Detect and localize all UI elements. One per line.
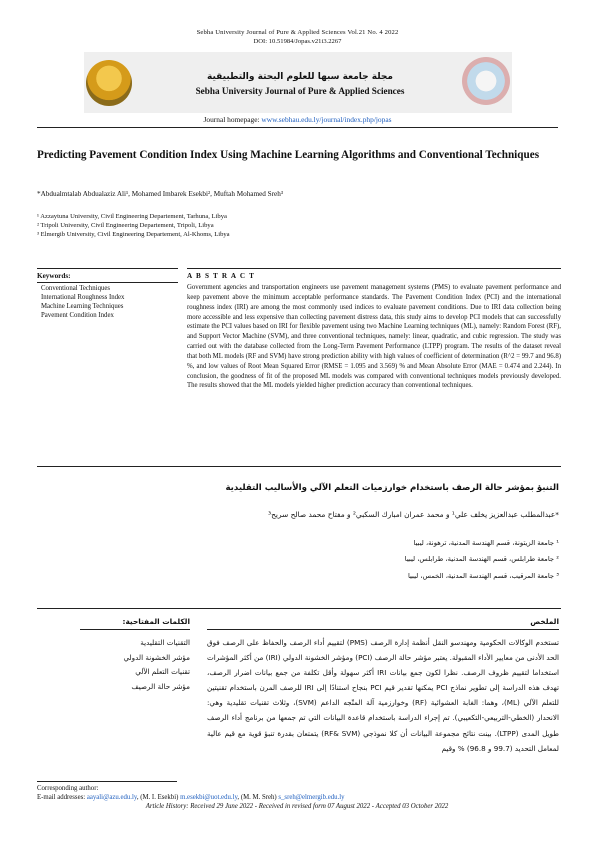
email-label: E-mail addresses: — [37, 794, 87, 801]
footnote-rule — [37, 781, 177, 782]
arabic-section-rule — [37, 608, 561, 609]
arabic-authors: *عبدالمطلب عبدالعزيز يخلف علي¹ و محمد عمران امبارك السكبي² و مفتاح محمد صالح سريح³ — [268, 510, 559, 519]
homepage-link[interactable]: www.sebhau.edu.ly/journal/index.php/jopas — [261, 115, 392, 124]
arabic-abstract-heading: الملخص — [530, 617, 559, 626]
journal-banner — [84, 52, 512, 113]
email-owner-2: , (M. I. Esekbi) — [136, 794, 181, 801]
email-link-3[interactable]: s_sreh@elmergib.edu.ly — [278, 794, 345, 801]
abstract-bottom-rule — [37, 466, 561, 467]
keywords-subrule — [37, 282, 178, 283]
affiliation-3: ³ Elmergib University, Civil Engineering Departement, Al-Khoms, Libya — [37, 231, 230, 238]
journal-name-arabic: مجلة جامعة سبها للعلوم البحتة والتطبيقية — [207, 72, 393, 82]
affiliation-1: ¹ Azzaytuna University, Civil Engineering Departement, Tarhuna, Libya — [37, 213, 227, 220]
email-link-2[interactable]: m.esekbi@uot.edu.ly — [180, 794, 238, 801]
arabic-keyword-item: مؤشر حالة الرصيف — [131, 681, 190, 691]
journal-logo — [462, 57, 510, 105]
journal-homepage — [0, 115, 595, 124]
arabic-keyword-item: التقنيات التقليدية — [140, 638, 190, 647]
journal-name-english: Sebha University Journal of Pure & Applied Sciences — [195, 86, 405, 96]
keyword-item: Pavement Condition Index — [41, 312, 114, 319]
author-list: *Abdualmtalab Abdualaziz Ali¹, Mohamed Imbarek Esekbi², Muftah Mohamed Sreh³ — [37, 190, 283, 198]
abstract-heading: A B S T R A C T — [187, 272, 256, 280]
arabic-affiliation-2: ² جامعة طرابلس، قسم الهندسة المدنية، طرابلس، ليبيا — [404, 555, 559, 563]
abstract-rule — [187, 268, 561, 269]
homepage-label: Journal homepage: — [203, 115, 262, 124]
paper-title: Predicting Pavement Condition Index Using Machine Learning Algorithms and Conventional Techniques — [37, 149, 540, 161]
header-divider — [37, 127, 558, 128]
arabic-keywords-heading: الكلمات المفتاحية: — [122, 617, 190, 626]
keywords-heading: Keywords: — [37, 272, 71, 280]
keyword-item: Conventional Techniques — [41, 285, 111, 292]
journal-running-header: Sebha University Journal of Pure & Applied Sciences Vol.21 No. 4 2022 — [196, 29, 399, 36]
arabic-keywords-rule — [80, 629, 190, 630]
keywords-list — [41, 284, 124, 320]
arabic-abstract-text: تستخدم الوكالات الحكومية ومهندسو النقل أنظمة إدارة الرصف (PMS) لتقييم أداء الرصف والحفاظ على الرصف فوق الحد الأدنى من معايير الأداء المقبولة. يعتبر مؤشر حالة الرصف (PCI) ومؤشر الخشونة الدولي (IRI) من أكثر المؤشرات استخداما لتقييم ظروف الرصف. نظرا لكون جمع بيانات IRI أكثر سهولة وأقل تكلفة من جمع بيانات اضرار الرصف، تهدف هذه الدراسة إلى تطوير نماذج PCI يمكنها تقدير قيم PCI بنجاح استنادًا إلى IRI للرصف المرن باستخدام تقنيتين للتعلم الآلي (ML)، وهما: الغابة العشوائية (RF) وخوارزمية آلة المتّجه الداعم (SVM)، وثلاث تقنيات تقليدية وهي: الانحدار (الخطي-التربيعي-التكعيبي). تم إجراء الدراسة باستخدام قاعدة البيانات التي تم جمعها من برنامج أداء الرصف طويل المدى (LTPP). بينت نتائج مجموعة البيانات أن كلا نموذجي (RF& SVM) يتمتعان بقدرة تنبؤ قوية مع قيم عالية لمعامل التحديد (99.7 و 96.8) % وقيم — [207, 638, 560, 753]
keywords-rule — [37, 268, 178, 269]
doi-line: DOI: 10.51984/Jopas.v21i3.2267 — [253, 38, 342, 45]
keyword-item: Machine Learning Techniques — [41, 303, 124, 310]
arabic-keyword-item: تقنيات التعلم الآلي — [135, 667, 190, 676]
affiliation-2: ² Tripoli University, Civil Engineering Departement, Tripoli, Libya — [37, 222, 214, 229]
abstract-text: Government agencies and transportation engineers use pavement management systems (PMS) to evaluate pavement performance and keep pavement above the minimum acceptable performance standards. The Pavement Condition Index (PCI) and the international roughness index (IRI) are among the most commonly used indices to evaluate pavement conditions. Due to IRI data collection being more accessible and less expensive than collecting pavement distress data, this study aims to develop PCI models that can successfully estimate the PCI values based on IRI for flexible pavement using two Machine Learning techniques (ML), namely: Random Forest (RF), and Support Vector Machine (SVM), and three conventional techniques, namely: linear, quadratic, and cubic regression. The study was carried out with the database collected from the Long-Term Pavement Performance (LTPP) program. The results of the dataset reveal that both ML models (RF and SVM) have strong prediction ability with high values of coefficient of determination (R^2 = 99.7 and 96.8) %, and low values of Root Mean Squared Error (RMSE = 1.095 and 3.569) % and Mean Absolute Error (MAE = 0.474 and 2.244). In conclusion, the goodness of fit of the proposed ML models was compared with conventional techniques models previously developed. The results showed that the ML models yielded higher prediction accuracy than conventional techniques. — [187, 284, 561, 390]
arabic-affiliation-1: ¹ جامعة الزيتونة، قسم الهندسة المدنية، ترهونة، ليبيا — [413, 539, 559, 547]
arabic-affiliation-3: ³ جامعة المرقيب، قسم الهندسة المدنية، الخمس، ليبيا — [407, 572, 559, 580]
email-addresses — [37, 794, 345, 801]
article-history: Article History: Received 29 June 2022 - Received in revised form 07 August 2022 - Accepted 03 October 2022 — [145, 803, 449, 810]
corresponding-author-label: Corresponding author: — [37, 785, 99, 792]
arabic-title: التنبؤ بمؤشر حالة الرصف باستخدام خوارزميات التعلم الآلي والأساليب التقليدية — [225, 483, 559, 493]
arabic-abstract-rule — [207, 629, 559, 630]
email-link-1[interactable]: aayali@azu.edu.ly — [86, 794, 137, 801]
arabic-keywords-list — [80, 636, 190, 694]
email-owner-3: , (M. M. Sreh) — [237, 794, 279, 801]
keyword-item: International Roughness Index — [41, 294, 125, 301]
sebha-university-logo — [86, 60, 132, 106]
arabic-keyword-item: مؤشر الخشونة الدولي — [123, 652, 190, 662]
